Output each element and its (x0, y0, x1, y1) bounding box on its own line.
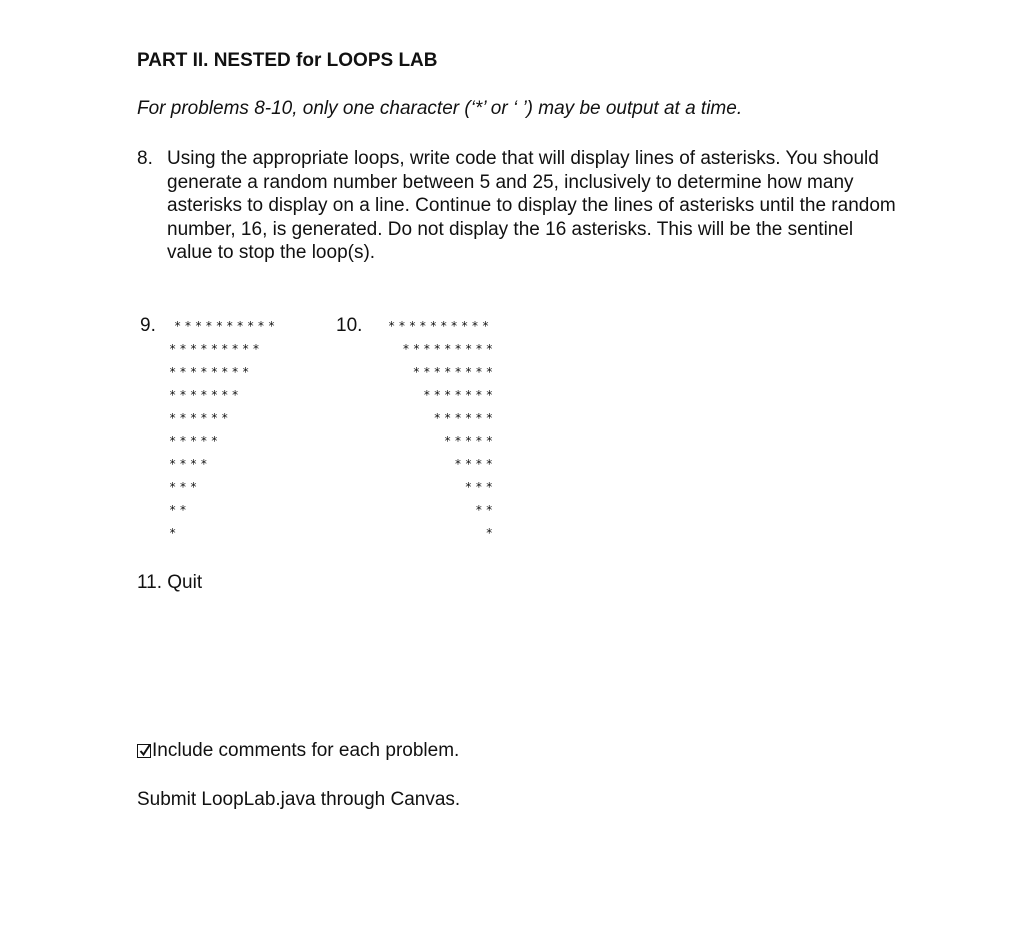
problem-10-line: ******** (412, 365, 497, 379)
problem-9-line: ******** (169, 365, 253, 379)
problem-11-quit: 11. Quit (137, 572, 203, 593)
comments-requirement (137, 740, 459, 762)
problem-10-line: *** (464, 480, 497, 494)
page-title: PART II. NESTED for LOOPS LAB (137, 50, 438, 71)
problem-9-line: **** (169, 457, 211, 471)
problem-9-number: 9. (140, 315, 156, 336)
submit-instructions: Submit LoopLab.java through Canvas. (137, 789, 461, 810)
problem-9-line: ***** (169, 434, 222, 448)
problem-9-line: *** (169, 480, 201, 494)
problem-9-line: ****** (169, 411, 232, 425)
problem-10-line: ******* (423, 388, 497, 402)
problem-10-line: * (485, 526, 497, 540)
problem-10-number: 10. (336, 315, 363, 336)
problem-10-line: **** (454, 457, 497, 471)
problem-8 (137, 147, 897, 265)
problem-9-line: * (169, 526, 180, 540)
problem-10-line: ****** (433, 411, 497, 425)
problem-9-line: ********* (169, 342, 263, 356)
checked-checkbox-icon (137, 744, 151, 758)
problem-10-line: ********* (402, 342, 497, 356)
problem-10-line: ***** (444, 434, 497, 448)
problem-10-line: ** (475, 503, 497, 517)
problem-8-text: Using the appropriate loops, write code that will display lines of asterisks. You should generate a random number between 5 and 25, inclusively to determine how many asterisks to display on a line. Continue to display the lines of asterisks until the random number, 16, is generated. Do not display the 16 asterisks. This will be the sentinel value to stop the loop(s). (167, 148, 896, 263)
problem-9-line: ********** (174, 319, 279, 333)
problem-8-number: 8. (137, 148, 153, 169)
problem-9-line: ******* (169, 388, 242, 402)
problem-9-line: ** (169, 503, 190, 517)
instructions-note: For problems 8-10, only one character (‘*’ or ‘ ’) may be output at a time. (137, 98, 743, 119)
comments-text: Include comments for each problem. (152, 740, 460, 761)
problem-10-line: ********** (388, 319, 493, 333)
